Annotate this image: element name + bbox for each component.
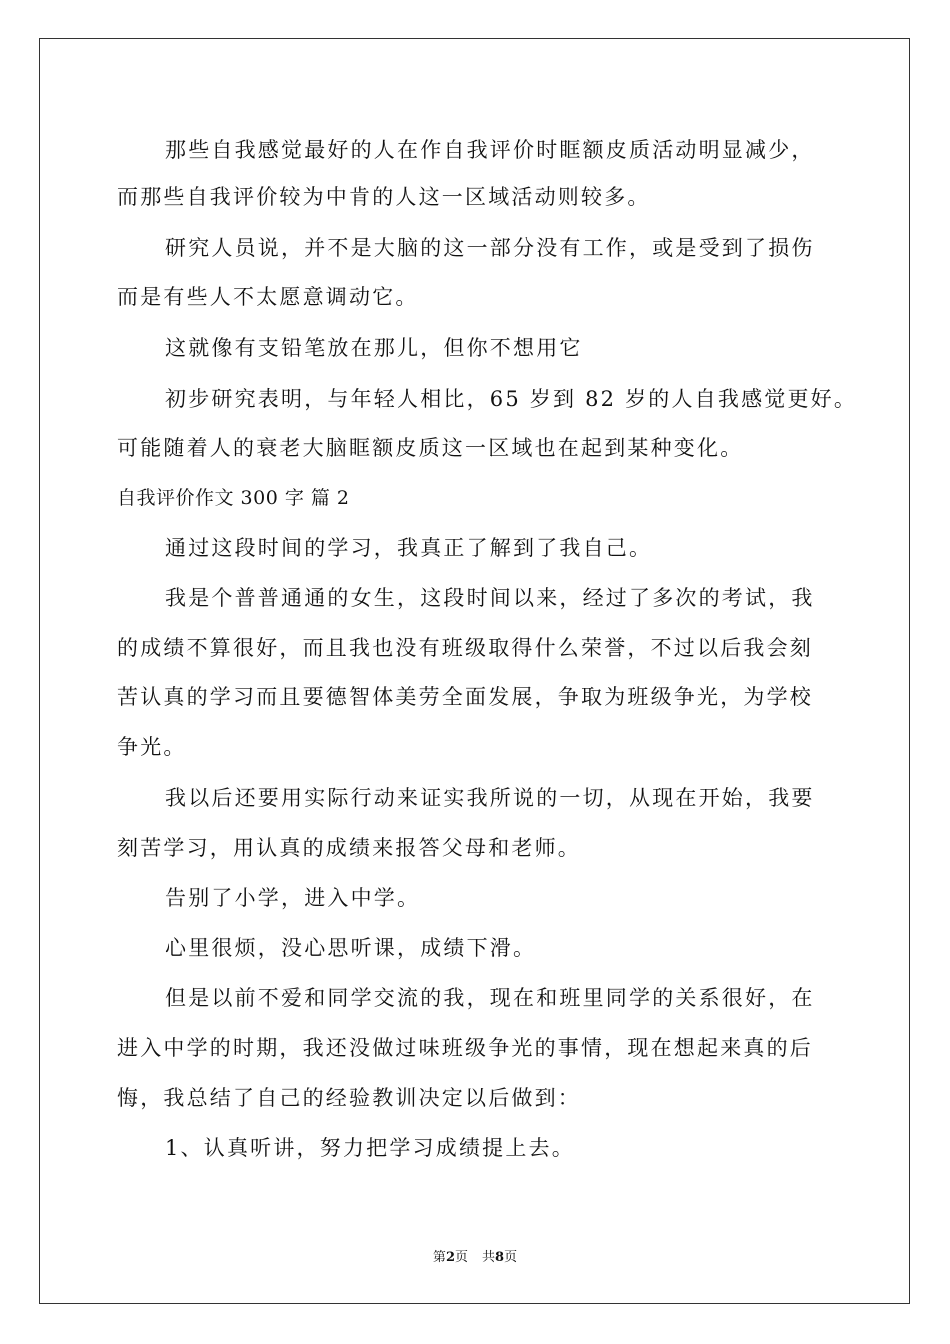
paragraph-line: 1、认真听讲，努力把学习成绩提上去。 bbox=[165, 1136, 575, 1160]
page-footer bbox=[0, 1246, 950, 1265]
paragraph-line: 苦认真的学习而且要德智体美劳全面发展，争取为班级争光，为学校 bbox=[117, 685, 813, 709]
page-prefix: 第 bbox=[432, 1250, 446, 1265]
paragraph-line: 我以后还要用实际行动来证实我所说的一切，从现在开始，我要 bbox=[165, 786, 815, 810]
total-suffix: 页 bbox=[504, 1250, 518, 1265]
paragraph-line: 可能随着人的衰老大脑眶额皮质这一区域也在起到某种变化。 bbox=[117, 436, 744, 460]
page-frame bbox=[39, 38, 910, 1304]
paragraph-line: 而是有些人不太愿意调动它。 bbox=[117, 285, 419, 309]
page-current: 2 bbox=[445, 1250, 455, 1265]
total-prefix: 共 bbox=[482, 1250, 496, 1265]
paragraph-line: 这就像有支铅笔放在那儿，但你不想用它 bbox=[165, 336, 583, 360]
paragraph-line: 刻苦学习，用认真的成绩来报答父母和老师。 bbox=[117, 836, 581, 860]
paragraph-line: 那些自我感觉最好的人在作自我评价时眶额皮质活动明显减少， bbox=[165, 138, 815, 162]
paragraph-line: 进入中学的时期，我还没做过味班级争光的事情，现在想起来真的后 bbox=[117, 1036, 813, 1060]
paragraph-line: 通过这段时间的学习，我真正了解到了我自己。 bbox=[165, 536, 653, 560]
page-suffix: 页 bbox=[454, 1250, 468, 1265]
paragraph-line: 初步研究表明，与年轻人相比，65 岁到 82 岁的人自我感觉更好。 bbox=[165, 387, 858, 411]
paragraph-line: 争光。 bbox=[117, 735, 187, 759]
page-total: 8 bbox=[495, 1250, 505, 1265]
paragraph-line: 但是以前不爱和同学交流的我，现在和班里同学的关系很好，在 bbox=[165, 986, 815, 1010]
paragraph-line: 我是个普普通通的女生，这段时间以来，经过了多次的考试，我 bbox=[165, 586, 815, 610]
section-heading: 自我评价作文 300 字 篇 2 bbox=[117, 487, 350, 509]
paragraph-line: 的成绩不算很好，而且我也没有班级取得什么荣誉，不过以后我会刻 bbox=[117, 636, 813, 660]
paragraph-line: 悔，我总结了自己的经验教训决定以后做到： bbox=[117, 1086, 581, 1110]
paragraph-line: 告别了小学，进入中学。 bbox=[165, 886, 421, 910]
paragraph-line: 而那些自我评价较为中肯的人这一区域活动则较多。 bbox=[117, 185, 651, 209]
paragraph-line: 研究人员说，并不是大脑的这一部分没有工作，或是受到了损伤 bbox=[165, 236, 815, 260]
paragraph-line: 心里很烦，没心思听课，成绩下滑。 bbox=[165, 936, 537, 960]
